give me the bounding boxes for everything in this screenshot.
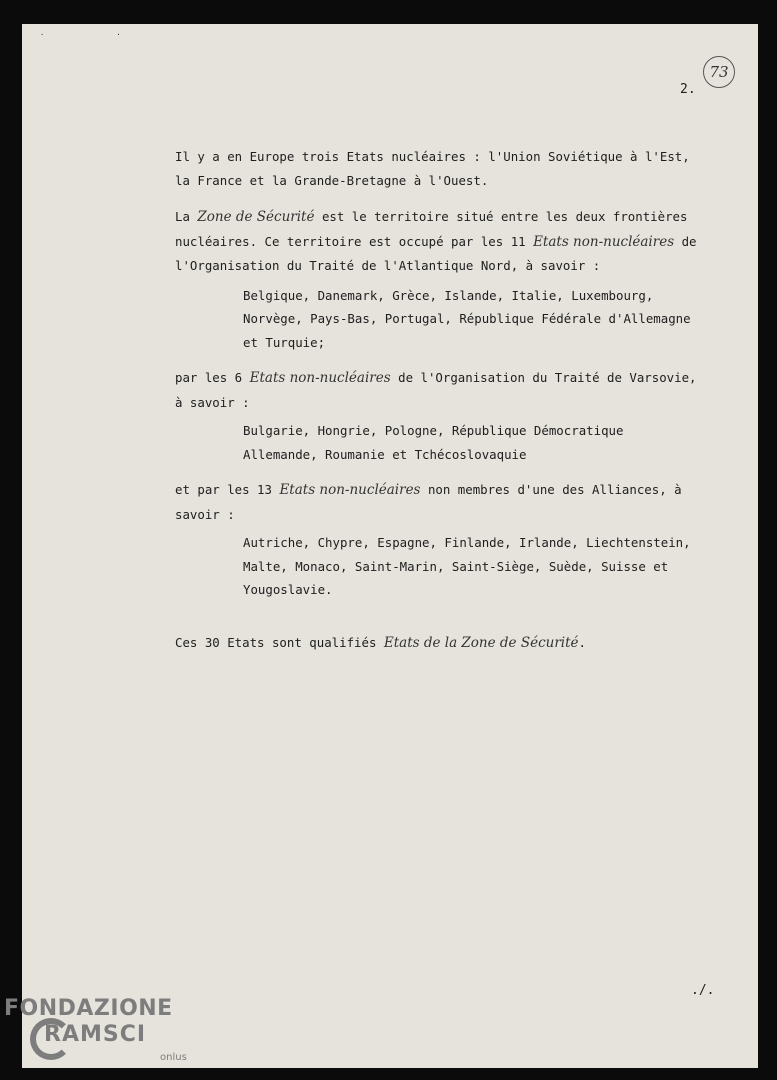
handwritten-term: Etats non-nucléaires — [279, 482, 421, 498]
watermark-g-logo-icon — [30, 1018, 72, 1060]
continuation-mark: ./. — [691, 983, 715, 998]
list-warsaw-states: Bulgarie, Hongrie, Pologne, République Démocratique Allemande, Roumanie et Tchécoslovaquie — [243, 423, 624, 462]
paragraph-warsaw: par les 6 Etats non-nucléaires de l'Organisation du Traité de Varsovie, à savoir : — [175, 370, 697, 410]
corner-marks: · · — [40, 31, 155, 39]
page-number: 2. — [680, 82, 696, 97]
watermark-line1: FONDAZIONE — [4, 996, 173, 1021]
handwritten-term: Etats non-nucléaires — [533, 233, 675, 250]
body-text — [175, 145, 705, 655]
handwritten-term: Zone de Sécurité — [197, 209, 315, 225]
handwritten-term: Etats de la Zone de Sécurité — [383, 634, 579, 651]
watermark-line2: RAMSCI — [44, 1022, 147, 1047]
paragraph-non-aligned: et par les 13 Etats non-nucléaires non membres d'une des Alliances, à savoir : — [175, 482, 682, 522]
paragraph-nuclear-states: Il y a en Europe trois Etats nucléaires : l'Union Soviétique à l'Est, la France et la Grande-Bretagne à l'Ouest. — [175, 149, 690, 188]
watermark-suffix: onlus — [160, 1052, 187, 1063]
list-non-aligned-states: Autriche, Chypre, Espagne, Finlande, Irlande, Liechtenstein, Malte, Monaco, Saint-Marin, Saint-Siège, Suède, Suisse et Yougoslavie. — [243, 535, 691, 597]
list-nato-states: Belgique, Danemark, Grèce, Islande, Italie, Luxembourg, Norvège, Pays-Bas, Portugal, République Fédérale d'Allemagne et Turquie; — [243, 287, 691, 350]
paragraph-conclusion: Ces 30 Etats sont qualifiés Etats de la Zone de Sécurité. — [175, 634, 586, 651]
folio-stamp: 73 — [703, 56, 735, 88]
paragraph-security-zone: La Zone de Sécurité est le territoire situé entre les deux frontières nucléaires. Ce territoire est occupé par les 11 Etats non-nucléaires de l'Organisation du Traité de l'Atlantique Nord, à savoir : — [175, 209, 697, 273]
handwritten-term: Etats non-nucléaires — [249, 370, 391, 386]
